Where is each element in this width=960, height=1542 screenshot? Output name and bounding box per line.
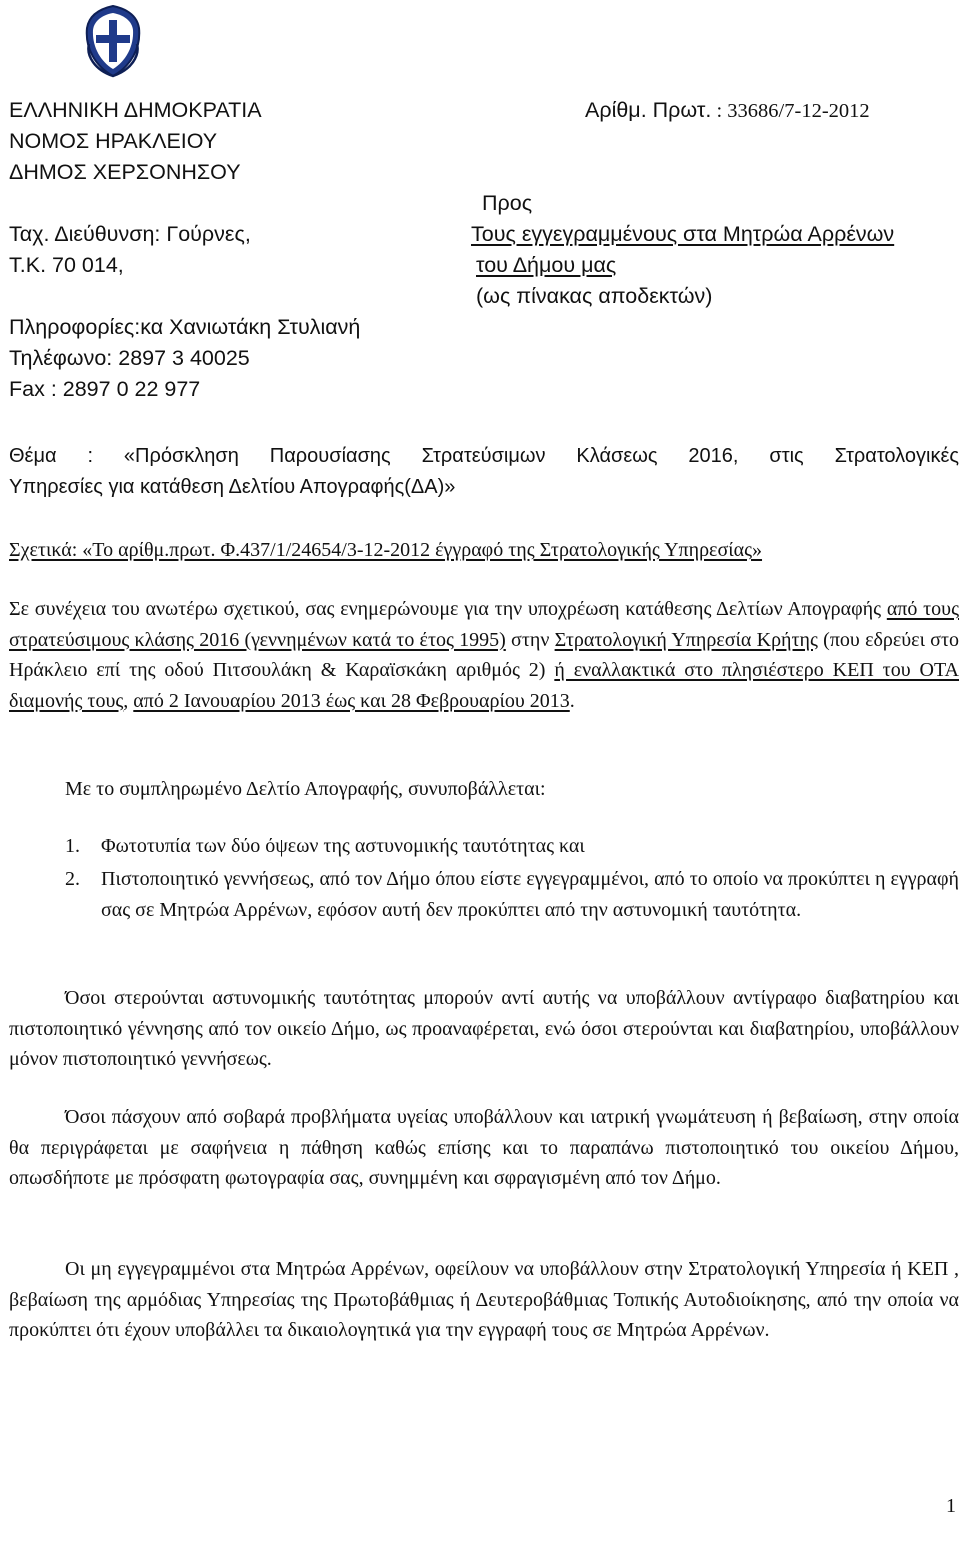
recipient-line-1: Τους εγγεγραμμένους στα Μητρώα Αρρένων	[471, 222, 895, 246]
p1-underline-dates: από 2 Ιανουαρίου 2013 έως και 28 Φεβρουαρίου 2013	[133, 689, 570, 712]
list-item-1-text: Φωτοτυπία των δύο όψεων της αστυνομικής ταυτότητας και	[101, 835, 585, 857]
paragraph-5: Οι μη εγγεγραμμένοι στα Μητρώα Αρρένων, οφείλουν να υποβάλλουν στην Στρατολογική Υπηρεσία ή ΚΕΠ , βεβαίωση της αρμόδιας Υπηρεσίας της Πρωτοβάθμιας ή Δευτεροβάθμιας Τοπικής Αυτοδιοίκησης, από την οποία να προκύπτει ότι έχουν υποβάλλει τα δικαιολογητικά για την εγγραφή τους σε Μητρώα Αρρένων.	[9, 1258, 959, 1342]
paragraph-1	[9, 594, 959, 716]
p1-text-c: στην	[505, 628, 555, 651]
address-line: Ταχ. Διεύθυνση: Γούρνες,	[9, 222, 251, 246]
subject-line-1: Θέμα : «Πρόσκληση Παρουσίασης Στρατεύσιμων Κλάσεως 2016, στις Στρατολογικές	[9, 445, 959, 467]
org-line-3: ΔΗΜΟΣ ΧΕΡΣΟΝΗΣΟΥ	[9, 160, 241, 184]
protocol-value: : 33686/7-12-2012	[711, 100, 870, 122]
p1-text-e: (που εδρεύει στο Ηράκλειο επί της οδού Πιτσουλάκη & Καραϊσκάκη αριθμός 2)	[9, 628, 960, 682]
list-item-2-text: Πιστοποιητικό γεννήσεως, από τον Δήμο όπου είστε εγγεγραμμένοι, από το οποίο να προκύπτει η εγγραφή σας σε Μητρώα Αρρένων, εφόσον αυτή δεν προκύπτει από την αστυνομική ταυτότητα.	[101, 868, 959, 921]
paragraph-3: Όσοι στερούνται αστυνομικής ταυτότητας μπορούν αντί αυτής να υποβάλλουν αντίγραφο διαβατηρίου και πιστοποιητικό γέννησης από τον οικείο Δήμο, ως προαναφέρεται, ενώ όσοι στερούνται και διαβατηρίου, υποβάλλουν μόνον πιστοποιητικό γεννήσεως.	[9, 987, 959, 1071]
phone-line: Τηλέφωνο: 2897 3 40025	[9, 346, 250, 370]
p1-underline-class: από τους στρατεύσιμους κλάσης 2016 (γεννημένων κατά το έτος 1995)	[9, 598, 960, 651]
protocol-number	[585, 95, 870, 127]
p1-text-g: ,	[123, 689, 134, 712]
recipient-to: Προς	[482, 191, 533, 215]
recipient-line-2: του Δήμου μας	[476, 253, 617, 277]
org-line-1: ΕΛΛΗΝΙΚΗ ΔΗΜΟΚΡΑΤΙΑ	[9, 98, 262, 122]
recipient-line-3: (ως πίνακας αποδεκτών)	[476, 284, 713, 308]
protocol-label: Αρίθμ. Πρωτ.	[585, 98, 712, 122]
org-line-2: ΝΟΜΟΣ ΗΡΑΚΛΕΙΟΥ	[9, 129, 218, 153]
list-item-1-number: 1.	[65, 835, 80, 857]
postal-code-line: Τ.Κ. 70 014,	[9, 253, 124, 277]
list-item-2-number: 2.	[65, 868, 80, 890]
p1-text-i: .	[569, 689, 575, 712]
p1-underline-service: Στρατολογική Υπηρεσία Κρήτης	[554, 628, 818, 651]
paragraph-4: Όσοι πάσχουν από σοβαρά προβλήματα υγείας υποβάλλουν και ιατρική γνωμάτευση ή βεβαίωση, στην οποία θα περιγράφεται με σαφήνεια η πάθηση καθώς επίσης και το παραπάνω πιστοποιητικό του οικείου Δήμου, οπωσδήποτε με πρόσφατη φωτογραφία σας, συνημμένη και σφραγισμένη από τον Δήμο.	[9, 1106, 959, 1190]
page-number: 1	[946, 1495, 956, 1517]
p1-text-a: Σε συνέχεια του ανωτέρω σχετικού, σας ενημερώνουμε για την υποχρέωση κατάθεσης Δελτίων Απογραφής	[9, 598, 887, 620]
p1-underline-kep: ή εναλλακτικά στο πλησιέστερο ΚΕΠ του ΟΤΑ διαμονής τους	[9, 659, 960, 712]
subject-line-2: Υπηρεσίες για κατάθεση Δελτίου Απογραφής(ΔΑ)»	[9, 476, 456, 498]
fax-line: Fax : 2897 0 22 977	[9, 377, 201, 401]
paragraph-2: Με το συμπληρωμένο Δελτίο Απογραφής, συνυποβάλλεται:	[65, 778, 546, 800]
contact-info-line: Πληροφορίες:κα Χανιωτάκη Στυλιανή	[9, 315, 361, 339]
related-reference: Σχετικά: «Το αρίθμ.πρωτ. Φ.437/1/24654/3-12-2012 έγγραφό της Στρατολογικής Υπηρεσίας»	[9, 539, 763, 561]
coat-of-arms-emblem	[83, 4, 143, 78]
